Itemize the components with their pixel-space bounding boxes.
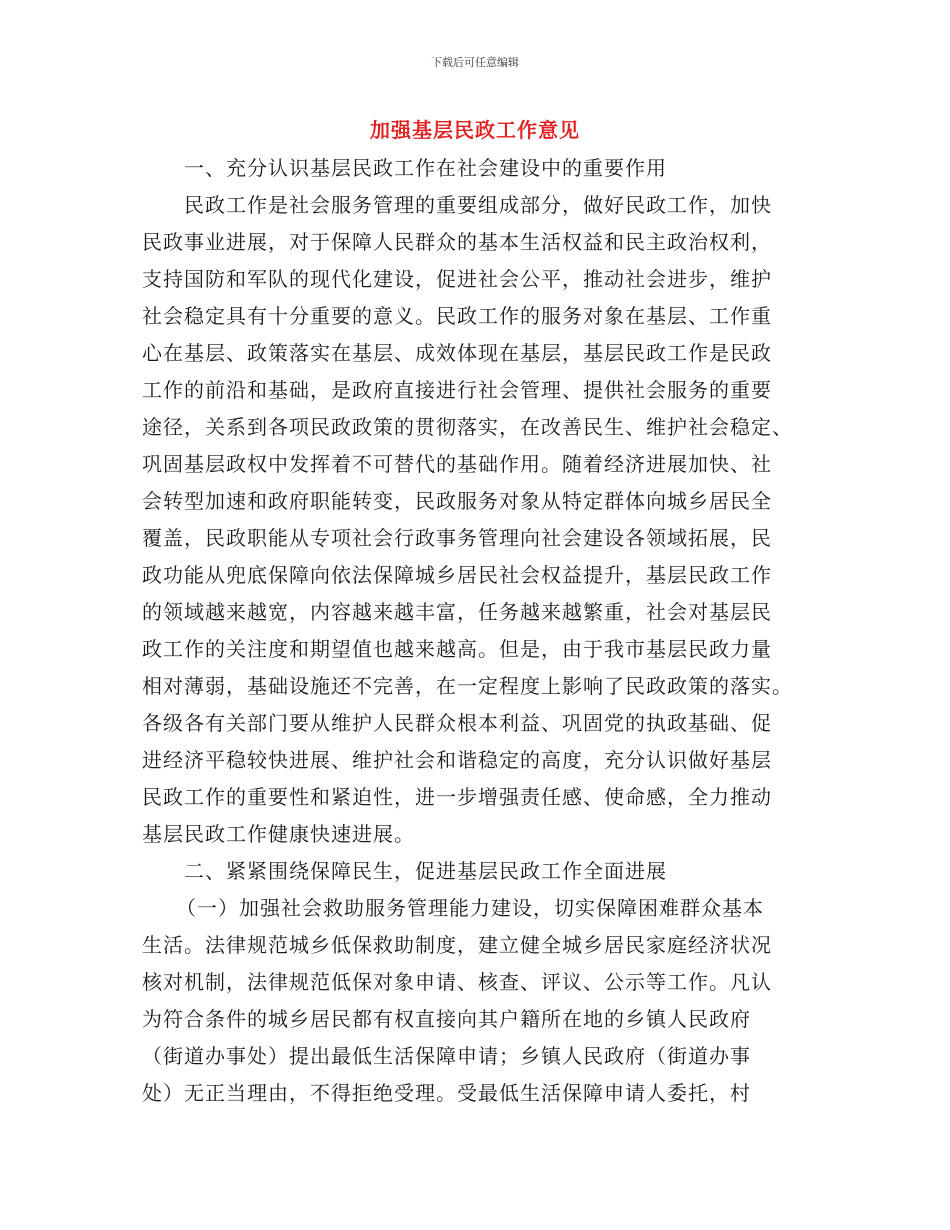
- paragraph-line: 会转型加速和政府职能转变，民政服务对象从特定群体向城乡居民全: [142, 489, 772, 513]
- document-title: 加强基层民政工作意见: [370, 118, 580, 142]
- paragraph-line: 覆盖，民政职能从专项社会行政事务管理向社会建设各领域拓展，民: [142, 526, 772, 550]
- paragraph-line: 处）无正当理由，不得拒绝受理。受最低生活保障申请人委托，村: [142, 1081, 751, 1105]
- paragraph-line: 为符合条件的城乡居民都有权直接向其户籍所在地的乡镇人民政府: [142, 1007, 751, 1031]
- paragraph-line: 的领域越来越宽，内容越来越丰富，任务越来越繁重，社会对基层民: [142, 600, 772, 624]
- paragraph-line: 民政工作是社会服务管理的重要组成部分，做好民政工作，加快: [184, 193, 772, 217]
- paragraph-line: 民政工作的重要性和紧迫性，进一步增强责任感、使命感，全力推动: [142, 785, 772, 809]
- paragraph-line: 政功能从兜底保障向依法保障城乡居民社会权益提升，基层民政工作: [142, 563, 772, 587]
- paragraph-line: 核对机制，法律规范低保对象申请、核查、评议、公示等工作。凡认: [142, 970, 772, 994]
- paragraph-line: 基层民政工作健康快速进展。: [142, 822, 415, 846]
- paragraph-line: 进经济平稳较快进展、维护社会和谐稳定的高度，充分认识做好基层: [142, 748, 772, 772]
- paragraph-line: 工作的前沿和基础，是政府直接进行社会管理、提供社会服务的重要: [142, 378, 772, 402]
- paragraph-line: 心在基层、政策落实在基层、成效体现在基层，基层民政工作是民政: [142, 341, 772, 365]
- document-body: [142, 150, 812, 1112]
- paragraph-line: （街道办事处）提出最低生活保障申请；乡镇人民政府（街道办事: [142, 1044, 751, 1068]
- paragraph-line: 政工作的关注度和期望值也越来越高。但是，由于我市基层民政力量: [142, 637, 772, 661]
- paragraph-line: 支持国防和军队的现代化建设，促进社会公平，推动社会进步，维护: [142, 267, 772, 291]
- page-header-note: 下载后可任意编辑: [431, 56, 519, 69]
- section-heading-2: 二、紧紧围绕保障民生，促进基层民政工作全面进展: [184, 859, 667, 883]
- paragraph-line: 社会稳定具有十分重要的意义。民政工作的服务对象在基层、工作重: [142, 304, 772, 328]
- section-heading-1: 一、充分认识基层民政工作在社会建设中的重要作用: [184, 156, 667, 180]
- paragraph-line: 相对薄弱，基础设施还不完善，在一定程度上影响了民政政策的落实。: [142, 674, 793, 698]
- paragraph-line: 巩固基层政权中发挥着不可替代的基础作用。随着经济进展加快、社: [142, 452, 772, 476]
- paragraph-line: 各级各有关部门要从维护人民群众根本利益、巩固党的执政基础、促: [142, 711, 772, 735]
- paragraph-line: 生活。法律规范城乡低保救助制度，建立健全城乡居民家庭经济状况: [142, 933, 772, 957]
- paragraph-line: 民政事业进展，对于保障人民群众的基本生活权益和民主政治权利，: [142, 230, 772, 254]
- subsection-line: （一）加强社会救助服务管理能力建设，切实保障困难群众基本: [176, 896, 764, 920]
- paragraph-line: 途径，关系到各项民政政策的贯彻落实，在改善民生、维护社会稳定、: [142, 415, 793, 439]
